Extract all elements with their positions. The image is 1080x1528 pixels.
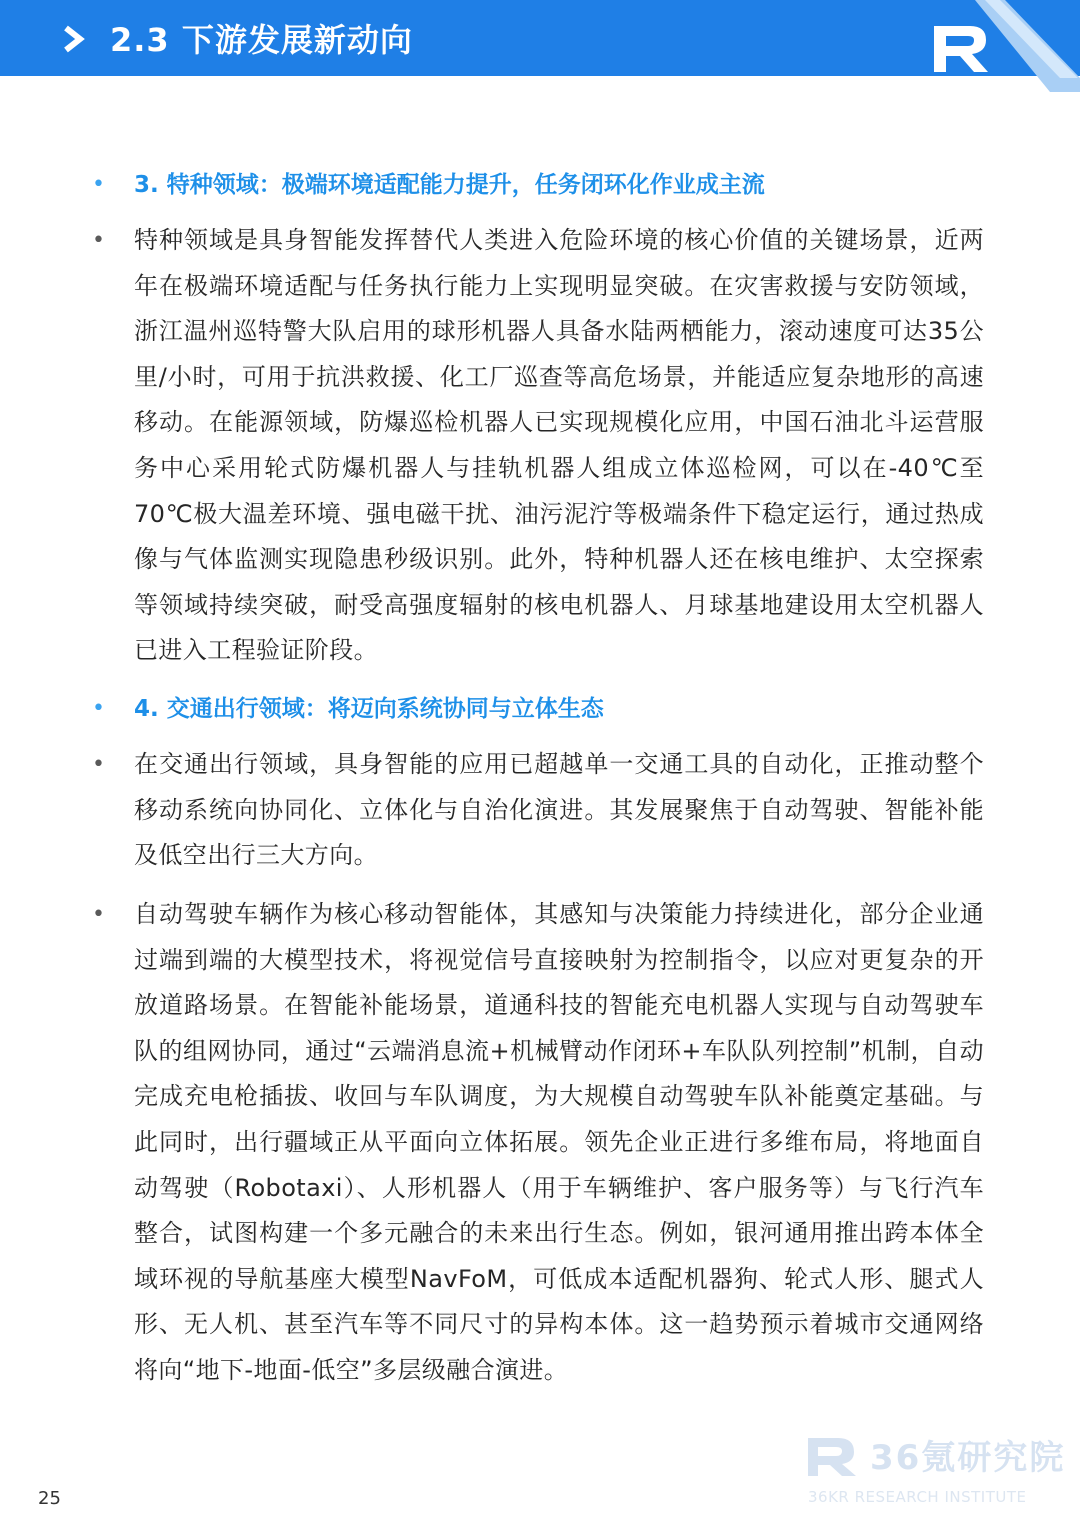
section-title: 2.3 下游发展新动向 <box>110 21 413 59</box>
bullet-icon: • <box>92 172 105 197</box>
watermark-brand: 36氪研究院 <box>870 1438 1066 1478</box>
paragraph-text: 特种领域是具身智能发挥替代人类进入危险环境的核心价值的关键场景，近两年在极端环境适配与任务执行能力上实现明显突破。在灾害救援与安防领域，浙江温州巡特警大队启用的球形机器人具备水陆两栖能力，滚动速度可达35公里/小时，可用于抗洪救援、化工厂巡查等高危场景，并能适应复杂地形的高速移动。在能源领域，防爆巡检机器人已实现规模化应用，中国石油北斗运营服务中心采用轮式防爆机器人与挂轨机器人组成立体巡检网，可以在-40℃至70℃极大温差环境、强电磁干扰、油污泥泞等极端条件下稳定运行，通过热成像与气体监测实现隐患秒级识别。此外，特种机器人还在核电维护、太空探索等领域持续突破，耐受高强度辐射的核电机器人、月球基地建设用太空机器人已进入工程验证阶段。 <box>134 226 984 665</box>
section-heading-4 <box>92 694 992 726</box>
bullet-icon: • <box>92 696 105 721</box>
paragraph-text: 自动驾驶车辆作为核心移动智能体，其感知与决策能力持续进化，部分企业通过端到端的大模型技术，将视觉信号直接映射为控制指令，以应对更复杂的开放道路场景。在智能补能场景，道通科技的智能充电机器人实现与自动驾驶车队的组网协同，通过“云端消息流+机械臂动作闭环+车队队列控制”机制，自动完成充电枪插拔、收回与车队调度，为大规模自动驾驶车队补能奠定基础。与此同时，出行疆域正从平面向立体拓展。领先企业正进行多维布局，将地面自动驾驶（Robotaxi）、人形机器人（用于车辆维护、客户服务等）与飞行汽车整合，试图构建一个多元融合的未来出行生态。例如，银河通用推出跨本体全域环视的导航基座大模型NavFoM，可低成本适配机器狗、轮式人形、腿式人形、无人机、甚至汽车等不同尺寸的异构本体。这一趋势预示着城市交通网络将向“地下-地面-低空”多层级融合演进。 <box>134 900 984 1384</box>
paragraph-autonomous-driving <box>92 892 992 1402</box>
paragraph-special-field <box>92 218 992 678</box>
paragraph-transport-intro <box>92 742 992 882</box>
36kr-watermark-logo-icon <box>804 1434 860 1480</box>
page-number: 25 <box>38 1488 61 1509</box>
section-heading-3 <box>92 170 992 202</box>
bullet-icon: • <box>92 752 105 777</box>
watermark-subtitle: 36KR RESEARCH INSTITUTE <box>808 1488 1027 1506</box>
bullet-icon: • <box>92 228 105 253</box>
bullet-icon: • <box>92 902 105 927</box>
watermark <box>800 1430 1066 1520</box>
paragraph-text: 在交通出行领域，具身智能的应用已超越单一交通工具的自动化，正推动整个移动系统向协同化、立体化与自治化演进。其发展聚焦于自动驾驶、智能补能及低空出行三大方向。 <box>134 750 984 870</box>
heading-text: 4. 交通出行领域：将迈向系统协同与立体生态 <box>134 696 604 722</box>
heading-text: 3. 特种领域：极端环境适配能力提升，任务闭环化作业成主流 <box>134 172 765 198</box>
